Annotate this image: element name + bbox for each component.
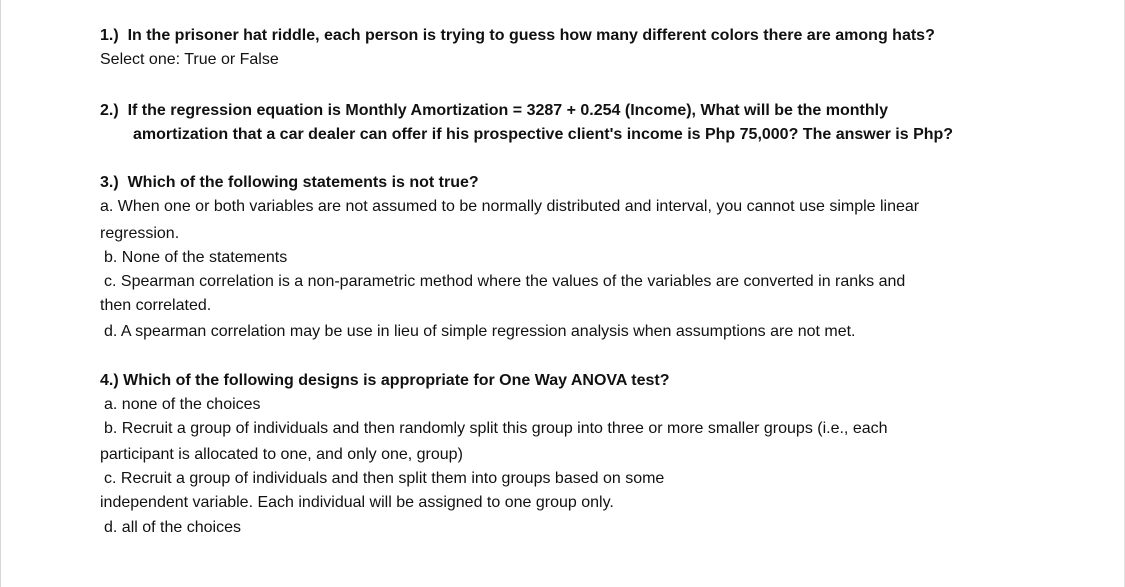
question-4-text: Which of the following designs is appropriate for One Way ANOVA test? [123,372,670,389]
question-2-heading [100,101,888,121]
question-3-choice-d: d. A spearman correlation may be use in lieu of simple regression analysis when assumptions are not met. [104,323,856,340]
question-3-text: Which of the following statements is not true? [127,174,479,191]
question-3-choice-b: b. None of the statements [104,249,288,266]
question-1-heading [100,26,935,46]
question-4-heading [100,371,670,391]
question-4-choice-b-line2: participant is allocated to one, and only one, group) [100,446,463,463]
question-4-choice-a: a. none of the choices [104,396,261,413]
question-3-choice-c-line1: c. Spearman correlation is a non-parametric method where the values of the variables are converted in ranks and [104,273,906,290]
question-4-number: 4.) [100,372,119,389]
question-4-choice-d: d. all of the choices [104,519,241,536]
question-1-choices: Select one: True or False [100,51,279,68]
question-4-choice-c-line1: c. Recruit a group of individuals and then split them into groups based on some [104,470,665,487]
question-3-choice-a-line1: a. When one or both variables are not assumed to be normally distributed and interval, you cannot use simple linear [100,198,920,215]
question-1-number: 1.) [100,27,119,44]
question-1-text: In the prisoner hat riddle, each person is trying to guess how many different colors there are among hats? [127,27,935,44]
question-3-heading [100,173,479,193]
question-3-number: 3.) [100,174,119,191]
question-3-choice-c-line2: then correlated. [100,297,212,314]
question-4-choice-b-line1: b. Recruit a group of individuals and then randomly split this group into three or more smaller groups (i.e., each [104,420,888,437]
question-2-text-line1: If the regression equation is Monthly Amortization = 3287 + 0.254 (Income), What will be the monthly [127,102,888,119]
page-left-border [0,0,1,587]
question-4-choice-c-line2: independent variable. Each individual will be assigned to one group only. [100,494,614,511]
question-3-choice-a-line2: regression. [100,225,180,242]
question-2-text-line2: amortization that a car dealer can offer if his prospective client's income is Php 75,000? The answer is Php? [133,126,954,143]
question-2-number: 2.) [100,102,119,119]
